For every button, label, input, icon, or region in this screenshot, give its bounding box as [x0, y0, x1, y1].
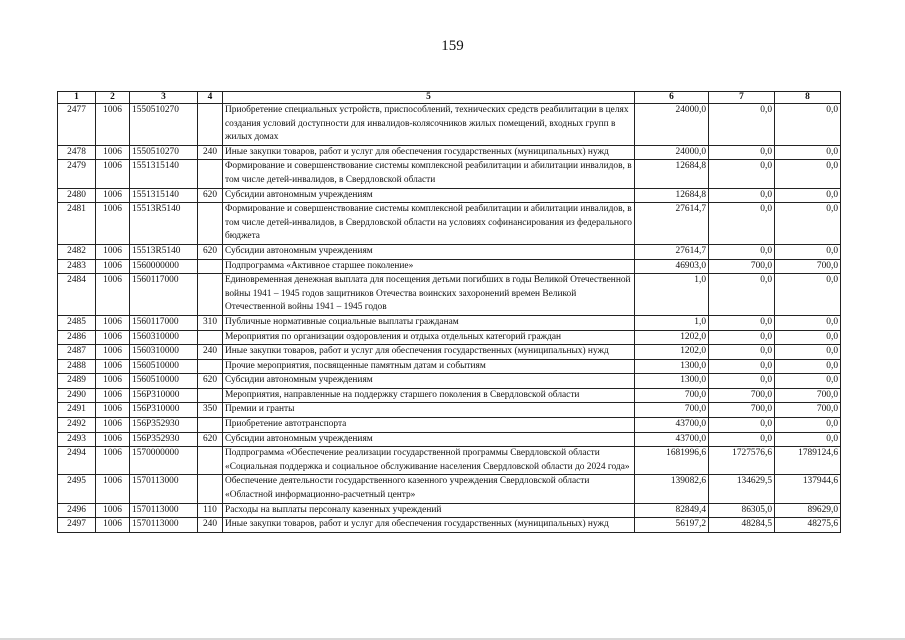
table-row — [58, 418, 841, 433]
expense-name: Публичные нормативные социальные выплаты гражданам — [223, 315, 635, 330]
amount-col-6: 139082,6 — [635, 475, 709, 503]
target-article-code: 1551315140 — [130, 188, 198, 203]
table-row — [58, 203, 841, 245]
amount-col-8: 0,0 — [775, 203, 841, 245]
table-row — [58, 330, 841, 345]
expense-name: Расходы на выплаты персоналу казенных учреждений — [223, 503, 635, 518]
target-article-code: 156P310000 — [130, 388, 198, 403]
amount-col-6: 1681996,6 — [635, 447, 709, 475]
amount-col-7: 0,0 — [709, 244, 775, 259]
section-code: 1006 — [96, 145, 130, 160]
expense-name: Иные закупки товаров, работ и услуг для обеспечения государственных (муниципальных) нужд — [223, 345, 635, 360]
amount-col-6: 43700,0 — [635, 418, 709, 433]
target-article-code: 15513R5140 — [130, 244, 198, 259]
expense-name: Субсидии автономным учреждениям — [223, 432, 635, 447]
amount-col-7: 0,0 — [709, 274, 775, 316]
row-number: 2494 — [58, 447, 96, 475]
section-code: 1006 — [96, 244, 130, 259]
header-col-2: 2 — [96, 92, 130, 104]
page-number: 159 — [441, 38, 464, 54]
row-number: 2480 — [58, 188, 96, 203]
amount-col-7: 700,0 — [709, 403, 775, 418]
section-code: 1006 — [96, 188, 130, 203]
table-row — [58, 518, 841, 533]
row-number: 2481 — [58, 203, 96, 245]
expense-name: Иные закупки товаров, работ и услуг для обеспечения государственных (муниципальных) нужд — [223, 145, 635, 160]
section-code: 1006 — [96, 345, 130, 360]
amount-col-6: 1,0 — [635, 274, 709, 316]
amount-col-6: 56197,2 — [635, 518, 709, 533]
row-number: 2489 — [58, 374, 96, 389]
expense-name: Субсидии автономным учреждениям — [223, 244, 635, 259]
amount-col-6: 1202,0 — [635, 345, 709, 360]
amount-col-8: 700,0 — [775, 388, 841, 403]
amount-col-8: 0,0 — [775, 145, 841, 160]
section-code: 1006 — [96, 315, 130, 330]
section-code: 1006 — [96, 259, 130, 274]
amount-col-8: 0,0 — [775, 374, 841, 389]
table-row — [58, 259, 841, 274]
target-article-code: 156P352930 — [130, 418, 198, 433]
amount-col-8: 0,0 — [775, 315, 841, 330]
amount-col-8: 0,0 — [775, 330, 841, 345]
expense-name: Прочие мероприятия, посвященные памятным датам и событиям — [223, 359, 635, 374]
section-code: 1006 — [96, 403, 130, 418]
table-row — [58, 374, 841, 389]
expense-type-code — [198, 447, 223, 475]
header-col-7: 7 — [709, 92, 775, 104]
amount-col-8: 0,0 — [775, 244, 841, 259]
header-col-8: 8 — [775, 92, 841, 104]
expense-type-code: 240 — [198, 518, 223, 533]
expense-type-code: 620 — [198, 244, 223, 259]
table-row — [58, 403, 841, 418]
table-row — [58, 188, 841, 203]
section-code: 1006 — [96, 475, 130, 503]
row-number: 2487 — [58, 345, 96, 360]
target-article-code: 1570113000 — [130, 518, 198, 533]
expense-name: Мероприятия по организации оздоровления и отдыха отдельных категорий граждан — [223, 330, 635, 345]
amount-col-6: 700,0 — [635, 403, 709, 418]
amount-col-6: 24000,0 — [635, 104, 709, 146]
amount-col-8: 0,0 — [775, 359, 841, 374]
expense-name: Приобретение специальных устройств, приспособлений, технических средств реабилитации в целях создания условий доступности для инвалидов-колясочников жилых помещений, входных групп в жилых домах — [223, 104, 635, 146]
expense-type-code — [198, 274, 223, 316]
expense-name: Подпрограмма «Обеспечение реализации государственной программы Свердловской области «Социальная поддержка и социальное обслуживание населения Свердловской области до 2024 года» — [223, 447, 635, 475]
expense-type-code: 620 — [198, 374, 223, 389]
expense-type-code — [198, 330, 223, 345]
amount-col-8: 0,0 — [775, 160, 841, 188]
expense-name: Мероприятия, направленные на поддержку старшего поколения в Свердловской области — [223, 388, 635, 403]
amount-col-7: 0,0 — [709, 145, 775, 160]
table-row — [58, 359, 841, 374]
amount-col-7: 0,0 — [709, 104, 775, 146]
amount-col-8: 0,0 — [775, 432, 841, 447]
row-number: 2483 — [58, 259, 96, 274]
table-body — [58, 104, 841, 533]
section-code: 1006 — [96, 388, 130, 403]
row-number: 2496 — [58, 503, 96, 518]
amount-col-6: 1,0 — [635, 315, 709, 330]
section-code: 1006 — [96, 518, 130, 533]
amount-col-7: 700,0 — [709, 388, 775, 403]
row-number: 2485 — [58, 315, 96, 330]
amount-col-7: 1727576,6 — [709, 447, 775, 475]
amount-col-8: 48275,6 — [775, 518, 841, 533]
amount-col-7: 86305,0 — [709, 503, 775, 518]
amount-col-6: 1202,0 — [635, 330, 709, 345]
section-code: 1006 — [96, 503, 130, 518]
table-header-row — [58, 92, 841, 104]
section-code: 1006 — [96, 432, 130, 447]
amount-col-6: 82849,4 — [635, 503, 709, 518]
header-col-5: 5 — [223, 92, 635, 104]
target-article-code: 1560000000 — [130, 259, 198, 274]
amount-col-8: 0,0 — [775, 345, 841, 360]
amount-col-7: 0,0 — [709, 160, 775, 188]
amount-col-7: 0,0 — [709, 418, 775, 433]
expense-name: Единовременная денежная выплата для посещения детьми погибших в годы Великой Отечественной войны 1941 – 1945 годов защитников Отечества воинских захоронений времен Великой Отечественной войны 1941 – 1945 годов — [223, 274, 635, 316]
table-row — [58, 274, 841, 316]
expense-type-code — [198, 160, 223, 188]
expense-name: Формирование и совершенствование системы комплексной реабилитации и абилитации инвалидов, в том числе детей-инвалидов, в Свердловской области на условиях софинансирования из федерального бюджета — [223, 203, 635, 245]
section-code: 1006 — [96, 104, 130, 146]
section-code: 1006 — [96, 274, 130, 316]
table-row — [58, 315, 841, 330]
target-article-code: 15513R5140 — [130, 203, 198, 245]
table-row — [58, 475, 841, 503]
amount-col-8: 0,0 — [775, 274, 841, 316]
section-code: 1006 — [96, 374, 130, 389]
row-number: 2477 — [58, 104, 96, 146]
expense-name: Премии и гранты — [223, 403, 635, 418]
expense-type-code — [198, 418, 223, 433]
expense-name: Субсидии автономным учреждениям — [223, 188, 635, 203]
header-col-4: 4 — [198, 92, 223, 104]
table-row — [58, 432, 841, 447]
target-article-code: 1560510000 — [130, 374, 198, 389]
row-number: 2479 — [58, 160, 96, 188]
table-row — [58, 345, 841, 360]
section-code: 1006 — [96, 418, 130, 433]
table-row — [58, 160, 841, 188]
expense-type-code — [198, 259, 223, 274]
expense-type-code: 240 — [198, 145, 223, 160]
target-article-code: 1560310000 — [130, 345, 198, 360]
amount-col-8: 89629,0 — [775, 503, 841, 518]
amount-col-7: 0,0 — [709, 188, 775, 203]
amount-col-6: 700,0 — [635, 388, 709, 403]
row-number: 2478 — [58, 145, 96, 160]
expense-type-code: 620 — [198, 188, 223, 203]
table-row — [58, 145, 841, 160]
amount-col-7: 0,0 — [709, 345, 775, 360]
expense-name: Формирование и совершенствование системы комплексной реабилитации и абилитации инвалидов, в том числе детей-инвалидов, в Свердловской области — [223, 160, 635, 188]
row-number: 2492 — [58, 418, 96, 433]
header-col-3: 3 — [130, 92, 198, 104]
row-number: 2491 — [58, 403, 96, 418]
expense-name: Приобретение автотранспорта — [223, 418, 635, 433]
row-number: 2484 — [58, 274, 96, 316]
row-number: 2488 — [58, 359, 96, 374]
amount-col-8: 0,0 — [775, 188, 841, 203]
amount-col-7: 134629,5 — [709, 475, 775, 503]
amount-col-8: 1789124,6 — [775, 447, 841, 475]
amount-col-6: 1300,0 — [635, 359, 709, 374]
amount-col-6: 24000,0 — [635, 145, 709, 160]
header-col-6: 6 — [635, 92, 709, 104]
table-row — [58, 104, 841, 146]
header-col-1: 1 — [58, 92, 96, 104]
amount-col-7: 0,0 — [709, 203, 775, 245]
table-row — [58, 503, 841, 518]
table-row — [58, 244, 841, 259]
target-article-code: 156P310000 — [130, 403, 198, 418]
row-number: 2482 — [58, 244, 96, 259]
amount-col-7: 0,0 — [709, 359, 775, 374]
amount-col-8: 137944,6 — [775, 475, 841, 503]
amount-col-8: 700,0 — [775, 403, 841, 418]
target-article-code: 1560510000 — [130, 359, 198, 374]
expense-type-code: 110 — [198, 503, 223, 518]
target-article-code: 1550510270 — [130, 145, 198, 160]
expense-type-code — [198, 359, 223, 374]
amount-col-7: 0,0 — [709, 374, 775, 389]
table-row — [58, 447, 841, 475]
amount-col-6: 1300,0 — [635, 374, 709, 389]
target-article-code: 1560117000 — [130, 315, 198, 330]
row-number: 2486 — [58, 330, 96, 345]
target-article-code: 1551315140 — [130, 160, 198, 188]
expense-type-code: 620 — [198, 432, 223, 447]
target-article-code: 1560117000 — [130, 274, 198, 316]
amount-col-8: 0,0 — [775, 104, 841, 146]
row-number: 2493 — [58, 432, 96, 447]
section-code: 1006 — [96, 330, 130, 345]
amount-col-6: 12684,8 — [635, 188, 709, 203]
amount-col-7: 700,0 — [709, 259, 775, 274]
expense-type-code — [198, 203, 223, 245]
expense-type-code — [198, 388, 223, 403]
amount-col-8: 700,0 — [775, 259, 841, 274]
target-article-code: 1570113000 — [130, 475, 198, 503]
target-article-code: 1550510270 — [130, 104, 198, 146]
expense-type-code: 350 — [198, 403, 223, 418]
section-code: 1006 — [96, 447, 130, 475]
section-code: 1006 — [96, 203, 130, 245]
table-row — [58, 388, 841, 403]
amount-col-7: 48284,5 — [709, 518, 775, 533]
section-code: 1006 — [96, 359, 130, 374]
amount-col-6: 43700,0 — [635, 432, 709, 447]
expense-name: Обеспечение деятельности государственного казенного учреждения Свердловской области «Областной информационно-расчетный центр» — [223, 475, 635, 503]
amount-col-7: 0,0 — [709, 432, 775, 447]
row-number: 2495 — [58, 475, 96, 503]
amount-col-7: 0,0 — [709, 315, 775, 330]
target-article-code: 1570000000 — [130, 447, 198, 475]
amount-col-6: 46903,0 — [635, 259, 709, 274]
amount-col-6: 27614,7 — [635, 203, 709, 245]
target-article-code: 156P352930 — [130, 432, 198, 447]
row-number: 2497 — [58, 518, 96, 533]
amount-col-8: 0,0 — [775, 418, 841, 433]
expense-name: Субсидии автономным учреждениям — [223, 374, 635, 389]
budget-table — [57, 91, 841, 533]
expense-type-code — [198, 104, 223, 146]
expense-name: Подпрограмма «Активное старшее поколение» — [223, 259, 635, 274]
expense-type-code: 240 — [198, 345, 223, 360]
expense-name: Иные закупки товаров, работ и услуг для обеспечения государственных (муниципальных) нужд — [223, 518, 635, 533]
section-code: 1006 — [96, 160, 130, 188]
target-article-code: 1570113000 — [130, 503, 198, 518]
amount-col-6: 27614,7 — [635, 244, 709, 259]
amount-col-6: 12684,8 — [635, 160, 709, 188]
expense-type-code — [198, 475, 223, 503]
row-number: 2490 — [58, 388, 96, 403]
expense-type-code: 310 — [198, 315, 223, 330]
amount-col-7: 0,0 — [709, 330, 775, 345]
target-article-code: 1560310000 — [130, 330, 198, 345]
